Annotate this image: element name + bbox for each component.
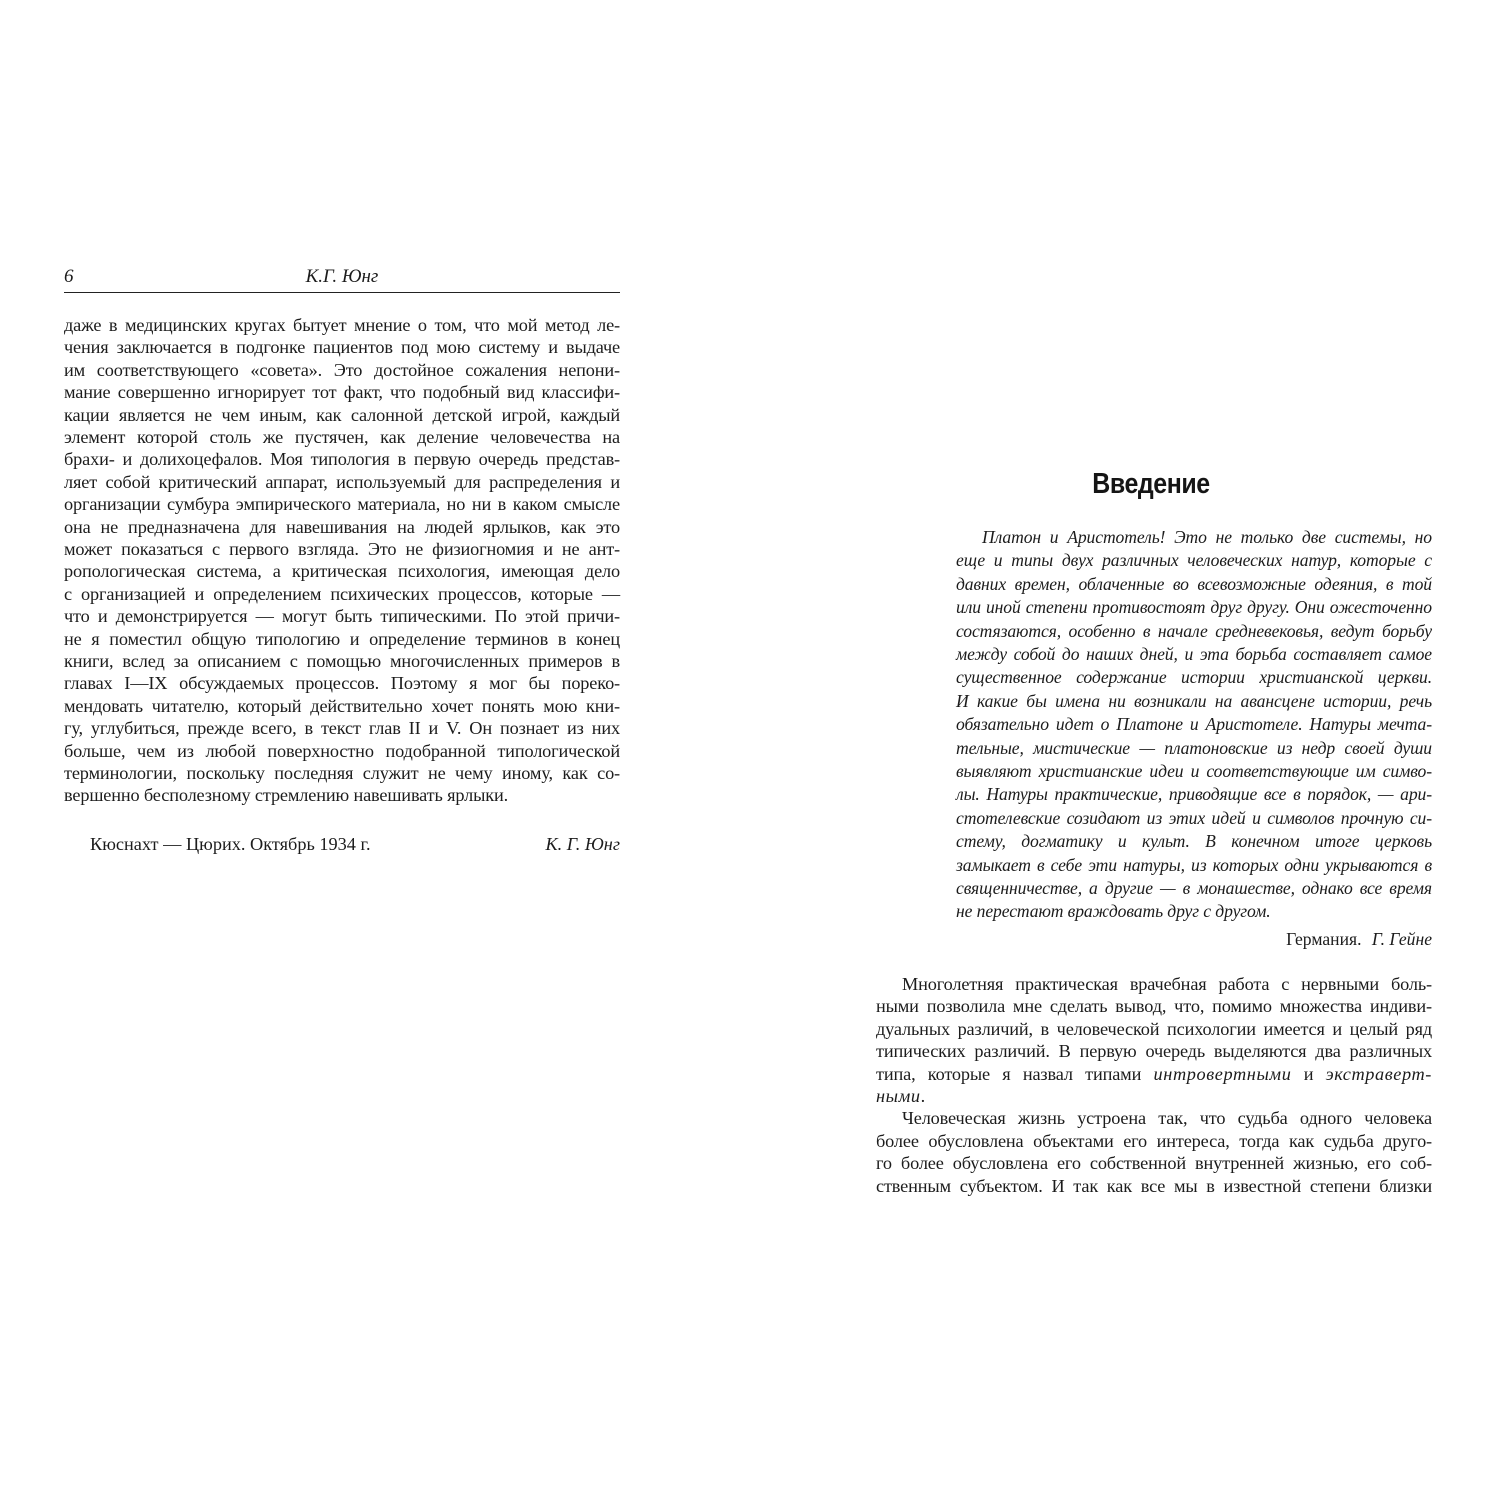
text-line: мание совершенно игнорирует тот факт, что подобный вид классифи- [64,382,620,403]
text-fragment: и [1291,1063,1326,1084]
term-extraverted-cont: ными [876,1086,921,1106]
text-line: что и демонстрируется — могут быть типическими. По этой причи- [64,606,620,627]
text-line: больше, чем из любой поверхностно подобранной типологической [64,740,620,761]
text-line: может показаться с первого взгляда. Это не физиогномия и не ант- [64,539,620,559]
epigraph-line: лы. Натуры практические, приводящие все в порядок, — ари- [956,784,1432,805]
term-extraverted: экстраверт- [1325,1063,1432,1084]
running-head [64,266,620,293]
text-line: даже в медицинских кругах бытует мнение о том, что мой метод ле- [64,315,620,335]
epigraph-line: еще и типы двух различных человеческих натур, которые с [956,550,1432,571]
epigraph-attribution [956,929,1432,950]
running-head-author: К.Г. Юнг [305,266,379,287]
epigraph-source: Германия. [1286,929,1362,949]
text-line: гу, углубиться, прежде всего, в текст глав II и V. Он познает из них [64,718,620,739]
right-page [750,0,1500,1500]
text-line: книги, вслед за описанием с помощью многочисленных примеров в [64,651,620,671]
text-line: не я поместил общую типологию и определение терминов в конец [64,628,620,649]
epigraph-line: существенное содержание истории христианской церкви. [956,667,1432,688]
text-line: главах I—IX обсуждаемых процессов. Поэтому я мог бы пореко- [64,673,620,694]
text-line: терминологии, поскольку последняя служит не чему иному, как со- [64,763,620,783]
text-line: с организацией и определением психических процессов, которые — [64,583,620,604]
epigraph-line: стему, догматику и культ. В конечном итоге церковь [956,831,1432,852]
text-line: ропологическая система, а критическая психология, имеющая дело [64,561,620,582]
text-line: го более обусловлена его собственной внутренней жизнью, его соб- [876,1153,1432,1174]
epigraph-line: давних времен, облаченные во всевозможные одеяния, в той [956,573,1432,594]
epigraph-line: священничестве, а другие — в монашестве, однако все время [956,878,1432,898]
term-introverted: интровертными [1153,1063,1292,1084]
epigraph-line: состязаются, особенно в начале средневековья, ведут борьбу [956,620,1432,641]
epigraph-line: или иной степени противостоят друг другу. Они ожесточенно [956,597,1432,618]
epigraph-line: стотелевские созидают из этих идей и символов прочную си- [956,807,1432,828]
text-line: вершенно бесполезному стремлению навешивать ярлыки. [64,785,509,806]
epigraph-line: тельные, мистические — платоновские из недр своей души [956,737,1432,758]
text-line: она не предназначена для навешивания на людей ярлыков, как это [64,516,620,537]
text-line: типических различий. В первую очередь выделяются два различных [876,1041,1432,1062]
text-line: ственным субъектом. И так как все мы в известной степени близки [876,1175,1432,1196]
text-fragment: типа, которые я назвал типами [876,1063,1154,1084]
text-line: кации является не чем иным, как салонной детской игрой, каждый [64,404,620,425]
epigraph-line: между собой до наших дней, и эта борьба составляет самое [956,644,1432,664]
epigraph-line: замыкает в себе эти натуры, из которых одни укрываются в [956,854,1432,875]
page-number: 6 [64,266,74,287]
text-fragment: . [920,1086,926,1106]
signature-name: К. Г. Юнг [545,834,620,854]
text-line: ляет собой критический аппарат, используемый для распределения и [64,471,620,492]
text-line [876,1063,1432,1085]
epigraph-line: выявляют христианские идеи и соответствующие им симво- [956,761,1432,781]
text-line: организации сумбура эмпирического материала, но ни в каком смысле [64,494,620,515]
text-line: Многолетняя практическая врачебная работа с нервными боль- [902,974,1432,994]
epigraph-line: И какие бы имена ни возникали на авансцене истории, речь [956,690,1432,711]
chapter-heading: Введение [1092,468,1210,500]
text-line: ными позволила мне сделать вывод, что, помимо множества индиви- [876,996,1432,1017]
text-line: мендовать читателю, который действительно хочет понять мою кни- [64,695,620,716]
epigraph-line: обязательно идет о Платоне и Аристотеле. Натуры мечта- [956,714,1432,735]
text-line: Человеческая жизнь устроена так, что судьба одного человека [902,1108,1432,1129]
text-line: элемент которой столь же пустячен, как деление человечества на [64,427,620,447]
text-line: чения заключается в подгонке пациентов под мою систему и выдаче [64,337,620,358]
epigraph-author: Г. Гейне [1371,929,1432,949]
text-line: им соответствующего «совета». Это достойное сожаления непони- [64,359,620,380]
epigraph-line: не перестают враждовать друг с другом. [956,901,1271,922]
text-line: брахи- и долихоцефалов. Моя типология в первую очередь представ- [64,449,620,470]
text-line: более обусловлена объектами его интереса, тогда как судьба друго- [876,1130,1432,1151]
text-line [876,1085,925,1107]
epigraph-line: Платон и Аристотель! Это не только две системы, но [982,527,1432,547]
signature-place-date: Кюснахт — Цюрих. Октябрь 1934 г. [90,834,371,854]
text-line: дуальных различий, в человеческой психологии имеется и целый ряд [876,1018,1432,1039]
